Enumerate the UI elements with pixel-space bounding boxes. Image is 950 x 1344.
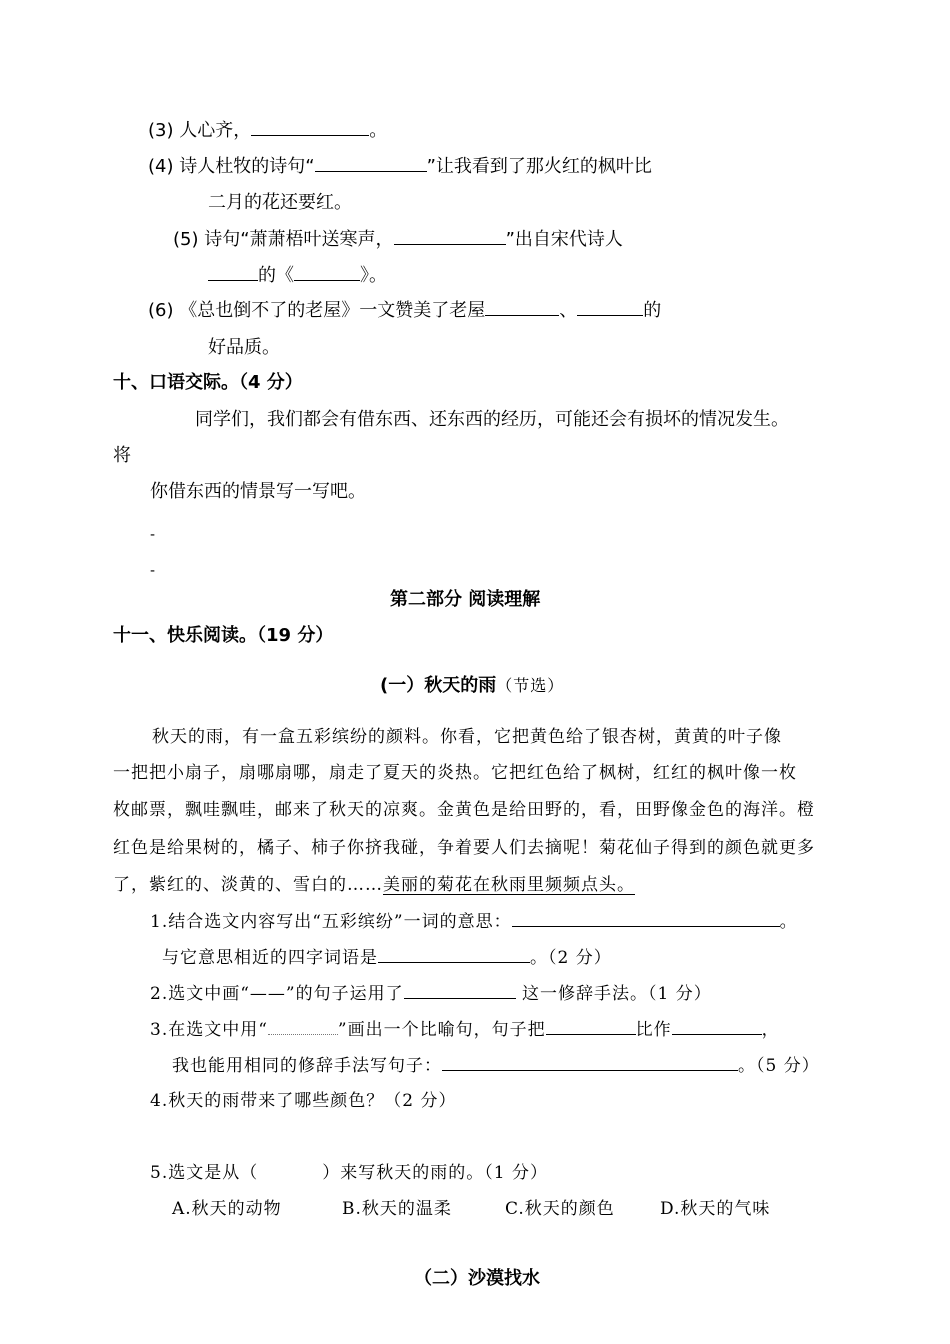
reading-question-4: 4.秋天的雨带来了哪些颜色？（2 分） [150,1091,457,1111]
section-10-para: 同学们，我们都会有借东西、还东西的经历，可能还会有损坏的情况发生。 [195,409,789,430]
answer-blank[interactable] [546,1018,636,1035]
passage-1-title: (一）秋天的雨（节选） [380,675,565,696]
answer-blank[interactable] [394,228,506,245]
section-11-heading: 十一、快乐阅读。（19 分） [113,625,334,646]
section-10-para-cont: 将 [113,445,131,466]
answer-blank[interactable] [378,946,530,963]
passage-line: 红色是给果树的，橘子、柿子你挤我碰，争着要人们去摘呢！菊花仙子得到的颜色就更多 [113,838,815,858]
answer-blank[interactable] [485,299,559,316]
passage-line: 枚邮票，飘哇飘哇，邮来了秋天的凉爽。金黄色是给田野的，看，田野像金色的海洋。橙 [113,800,815,820]
answer-blank[interactable] [442,1054,738,1071]
answer-blank[interactable] [404,982,516,999]
answer-blank[interactable] [672,1018,762,1035]
option-c[interactable]: C.秋天的颜色 [505,1199,615,1219]
question-9-6-cont: 好品质。 [208,337,280,358]
reading-question-1-cont: 与它意思相近的四字词语是 。（2 分） [162,948,612,968]
passage-line: 了，紫红的、淡黄的、雪白的……美丽的菊花在秋雨里频频点头。 [113,875,635,895]
answer-blank[interactable] [294,264,360,281]
underlined-sentence: 美丽的菊花在秋雨里频频点头。 [383,875,635,895]
reading-question-2: 2.选文中画“——”的句子运用了 这一修辞手法。（1 分） [150,984,712,1004]
question-9-5-cont: 的《 》。 [208,264,387,287]
answer-line-marker: - [150,563,156,579]
question-9-3: (3) 人心齐， 。 [148,120,388,141]
question-9-4-cont: 二月的花还要红。 [208,192,352,213]
section-10-para-cont: 你借东西的情景写一写吧。 [150,481,366,502]
reading-question-1: 1.结合选文内容写出“五彩缤纷”一词的意思： 。 [150,912,798,932]
option-a[interactable]: A.秋天的动物 [172,1199,282,1219]
question-9-5: (5) 诗句“萧萧梧叶送寒声， ”出自宋代诗人 [173,229,623,250]
passage-line: 秋天的雨，有一盒五彩缤纷的颜料。你看，它把黄色给了银杏树，黄黄的叶子像 [152,727,782,747]
wavy-line-mark [268,1020,338,1035]
answer-blank[interactable] [251,119,369,136]
reading-question-3: 3.在选文中用“ ”画出一个比喻句，句子把 比作 ， [150,1020,780,1040]
question-9-4: (4) 诗人杜牧的诗句“ ”让我看到了那火红的枫叶比 [148,156,652,177]
question-9-6: (6) 《总也倒不了的老屋》一文赞美了老屋 、 的 [148,300,662,321]
answer-blank[interactable] [512,910,780,927]
passage-2-title: （二）沙漠找水 [414,1268,540,1289]
answer-blank[interactable] [208,264,258,281]
part-2-title: 第二部分 阅读理解 [390,589,541,610]
answer-blank[interactable] [315,155,427,172]
reading-question-3-cont: 我也能用相同的修辞手法写句子： 。（5 分） [172,1056,820,1076]
answer-blank[interactable] [577,299,643,316]
section-10-heading: 十、口语交际。（4 分） [113,372,303,393]
answer-line-marker: - [150,527,156,543]
option-d[interactable]: D.秋天的气味 [660,1199,771,1219]
passage-line: 一把把小扇子，扇哪扇哪，扇走了夏天的炎热。它把红色给了枫树，红红的枫叶像一枚 [113,763,797,783]
reading-question-5: 5.选文是从（ ）来写秋天的雨的。（1 分） [150,1163,548,1183]
option-b[interactable]: B.秋天的温柔 [342,1199,452,1219]
